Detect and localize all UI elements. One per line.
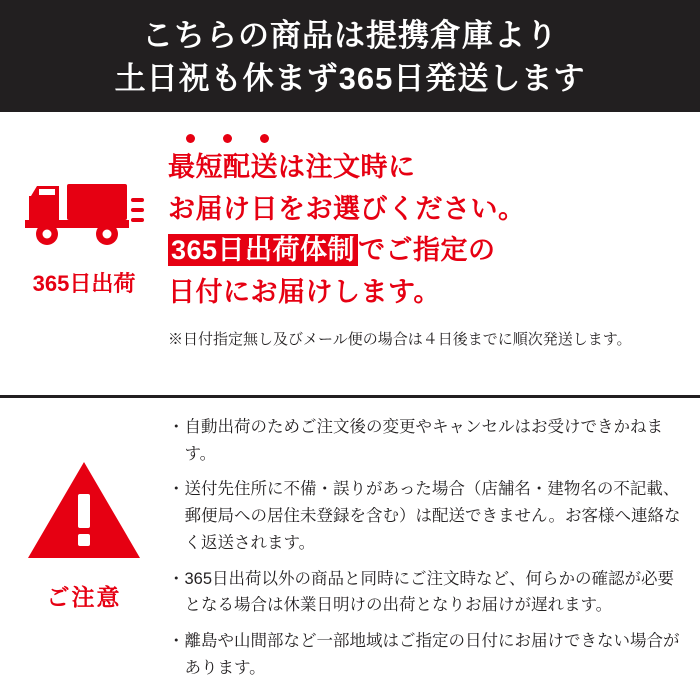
dot-1 bbox=[186, 134, 195, 143]
list-item-text: 365日出荷以外の商品と同時にご注文時など、何らかの確認が必要となる場合は休業日明けの出荷となりお届けが遅れます。 bbox=[184, 569, 675, 615]
dot-3 bbox=[260, 134, 269, 143]
list-item-text: 自動出荷のためご注文後の変更やキャンセルはお受けできかねます。 bbox=[184, 418, 663, 463]
truck-caption: 365日出荷 bbox=[32, 271, 136, 296]
caution-list bbox=[168, 412, 700, 700]
list-item-text: 離島や山間部など一部地域はご指定の日付にお届けできない場合があります。 bbox=[184, 632, 680, 677]
banner-header bbox=[0, 0, 700, 112]
shipping-highlight: 365日出荷体制 bbox=[168, 234, 358, 266]
warning-triangle-icon bbox=[25, 458, 143, 567]
shipping-line-4: 日付にお届けします。 bbox=[168, 276, 441, 307]
header-line-2: 土日祝も休まず365日発送します bbox=[114, 61, 586, 96]
list-item bbox=[168, 628, 684, 681]
delivery-truck-icon bbox=[23, 174, 145, 257]
caution-caption: ご注意 bbox=[46, 584, 122, 610]
shipping-line-3 bbox=[168, 230, 690, 272]
dot-2 bbox=[223, 134, 232, 143]
list-item-text: 送付先住所に不備・誤りがあった場合（店舗名・建物名の不記載、郵便局への居住未登録を含む）は配送できません。お客様へ連絡なく返送されます。 bbox=[184, 480, 681, 552]
bullet-mark: ・ bbox=[168, 418, 185, 436]
list-item bbox=[168, 566, 684, 619]
bullet-mark: ・ bbox=[168, 632, 185, 651]
shipping-line-3-rest: でご指定の bbox=[358, 235, 496, 266]
shipping-line-2: お届け日をお選びください。 bbox=[168, 193, 526, 224]
shipping-note: ※日付指定無し及びメール便の場合は４日後までに順次発送します。 bbox=[168, 331, 632, 349]
shipping-section bbox=[0, 112, 700, 398]
decorative-dots bbox=[168, 134, 690, 143]
caution-badge bbox=[0, 412, 168, 700]
list-item bbox=[168, 414, 684, 467]
shipping-line-1: 最短配送は注文時に bbox=[168, 152, 416, 182]
shipping-text-block bbox=[168, 128, 700, 395]
truck-badge bbox=[0, 128, 168, 395]
caution-section bbox=[0, 398, 700, 700]
bullet-mark: ・ bbox=[168, 480, 185, 499]
header-line-1: こちらの商品は提携倉庫より bbox=[142, 18, 558, 54]
list-item bbox=[168, 476, 684, 556]
bullet-mark: ・ bbox=[168, 569, 185, 588]
